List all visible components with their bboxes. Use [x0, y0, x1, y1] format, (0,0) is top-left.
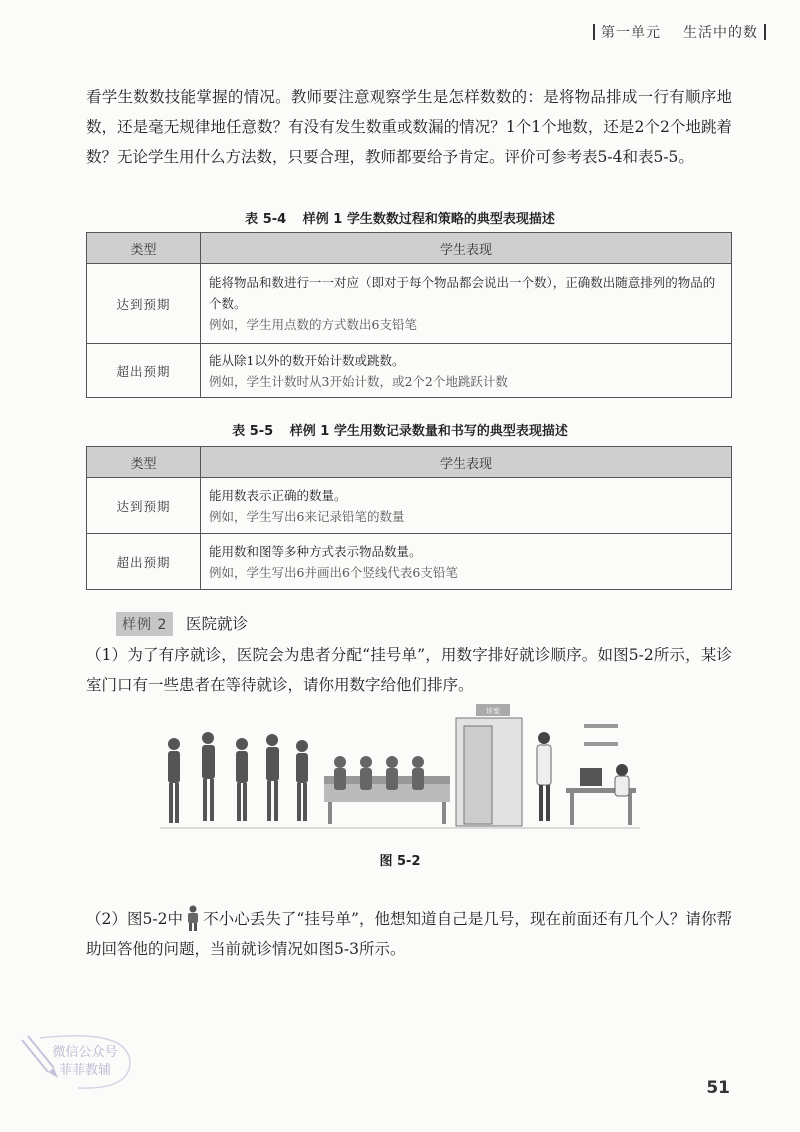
table-header-row	[87, 233, 732, 264]
example-text: 例如，学生用点数的方式数出6支铅笔	[209, 317, 417, 332]
table-row	[87, 264, 732, 344]
header-performance: 学生表现	[201, 447, 732, 478]
intro-paragraph: 看学生数数技能掌握的情况。教师要注意观察学生是怎样数数的：是将物品排成一行有顺序地数，还是毫无规律地任意数？有没有发生数重或数漏的情况？1个1个地数，还是2个2个地跳着数？无论学生用什么方法数，只要合理，教师都要给予肯定。评价可参考表5-4和表5-5。	[86, 88, 732, 166]
row-description	[201, 478, 732, 534]
sample-title: 医院就诊	[186, 615, 249, 633]
row-type: 超出预期	[87, 534, 201, 590]
table-5-4-caption	[0, 208, 800, 227]
example-text: 例如，学生写出6并画出6个竖线代表6支铅笔	[209, 564, 458, 580]
person-icon	[186, 905, 200, 931]
table-row	[87, 534, 732, 590]
header-performance: 学生表现	[201, 233, 732, 264]
doctor	[537, 732, 551, 821]
row-type: 超出预期	[87, 344, 201, 398]
table-title: 样例 1 学生用数记录数量和书写的典型表现描述	[289, 424, 568, 439]
table-row	[87, 478, 732, 534]
row-description	[201, 344, 732, 398]
table-header-row	[87, 447, 732, 478]
sample-tag: 样例 2	[116, 612, 173, 636]
row-type: 达到预期	[87, 264, 201, 344]
question-2-prefix: （2）图5-2中	[86, 910, 184, 928]
header-type: 类型	[87, 447, 201, 478]
table-row	[87, 344, 732, 398]
question-1: （1）为了有序就诊，医院会为患者分配“挂号单”，用数字排好就诊顺序。如图5-2所示，某诊室门口有一些患者在等待就诊，请你用数字给他们排序。	[86, 646, 732, 694]
example-text: 例如，学生计数时从3开始计数，或2个2个地跳跃计数	[209, 373, 508, 389]
unit-label: 第一单元	[601, 25, 661, 41]
page-number: 51	[706, 1078, 730, 1098]
office-desk	[566, 724, 636, 825]
clinic-door	[456, 704, 522, 826]
row-type: 达到预期	[87, 478, 201, 534]
question-2-text: 不小心丢失了“挂号单”，他想知道自己是几号，现在前面还有几个人？请你帮助回答他的问题，当前就诊情况如图5-3所示。	[86, 910, 732, 958]
table-title: 样例 1 学生数数过程和策略的典型表现描述	[302, 212, 555, 227]
description-text: 能用数和图等多种方式表示物品数量。	[209, 543, 422, 559]
table-5-5	[86, 446, 732, 590]
divider	[764, 24, 766, 40]
standing-patients	[168, 732, 308, 823]
description-text: 能用数表示正确的数量。	[209, 487, 347, 503]
running-head	[593, 22, 766, 42]
table-5-5-caption	[0, 420, 800, 439]
question-2	[86, 904, 732, 964]
waiting-room-illustration	[160, 704, 640, 834]
table-number: 表 5-4	[245, 212, 287, 227]
watermark-line-2: 菲菲教辅	[58, 1063, 111, 1078]
example-text: 例如，学生写出6来记录铅笔的数量	[209, 508, 405, 524]
row-description	[201, 264, 732, 344]
table-5-4	[86, 232, 732, 398]
description-text: 能将物品和数进行一一对应（即对于每个物品都会说出一个数），正确数出随意排列的物品的个数。	[209, 275, 716, 311]
figure-label: 图 5-2	[379, 854, 421, 869]
watermark-line-1: 微信公众号	[52, 1045, 118, 1060]
unit-title: 生活中的数	[683, 25, 758, 41]
description-text: 能从除1以外的数开始计数或跳数。	[209, 352, 405, 368]
row-description	[201, 534, 732, 590]
watermark-text	[40, 1044, 130, 1080]
door-sign: 诊室	[486, 707, 500, 715]
header-type: 类型	[87, 233, 201, 264]
divider	[593, 24, 595, 40]
watermark	[18, 1032, 138, 1092]
table-number: 表 5-5	[232, 424, 274, 439]
